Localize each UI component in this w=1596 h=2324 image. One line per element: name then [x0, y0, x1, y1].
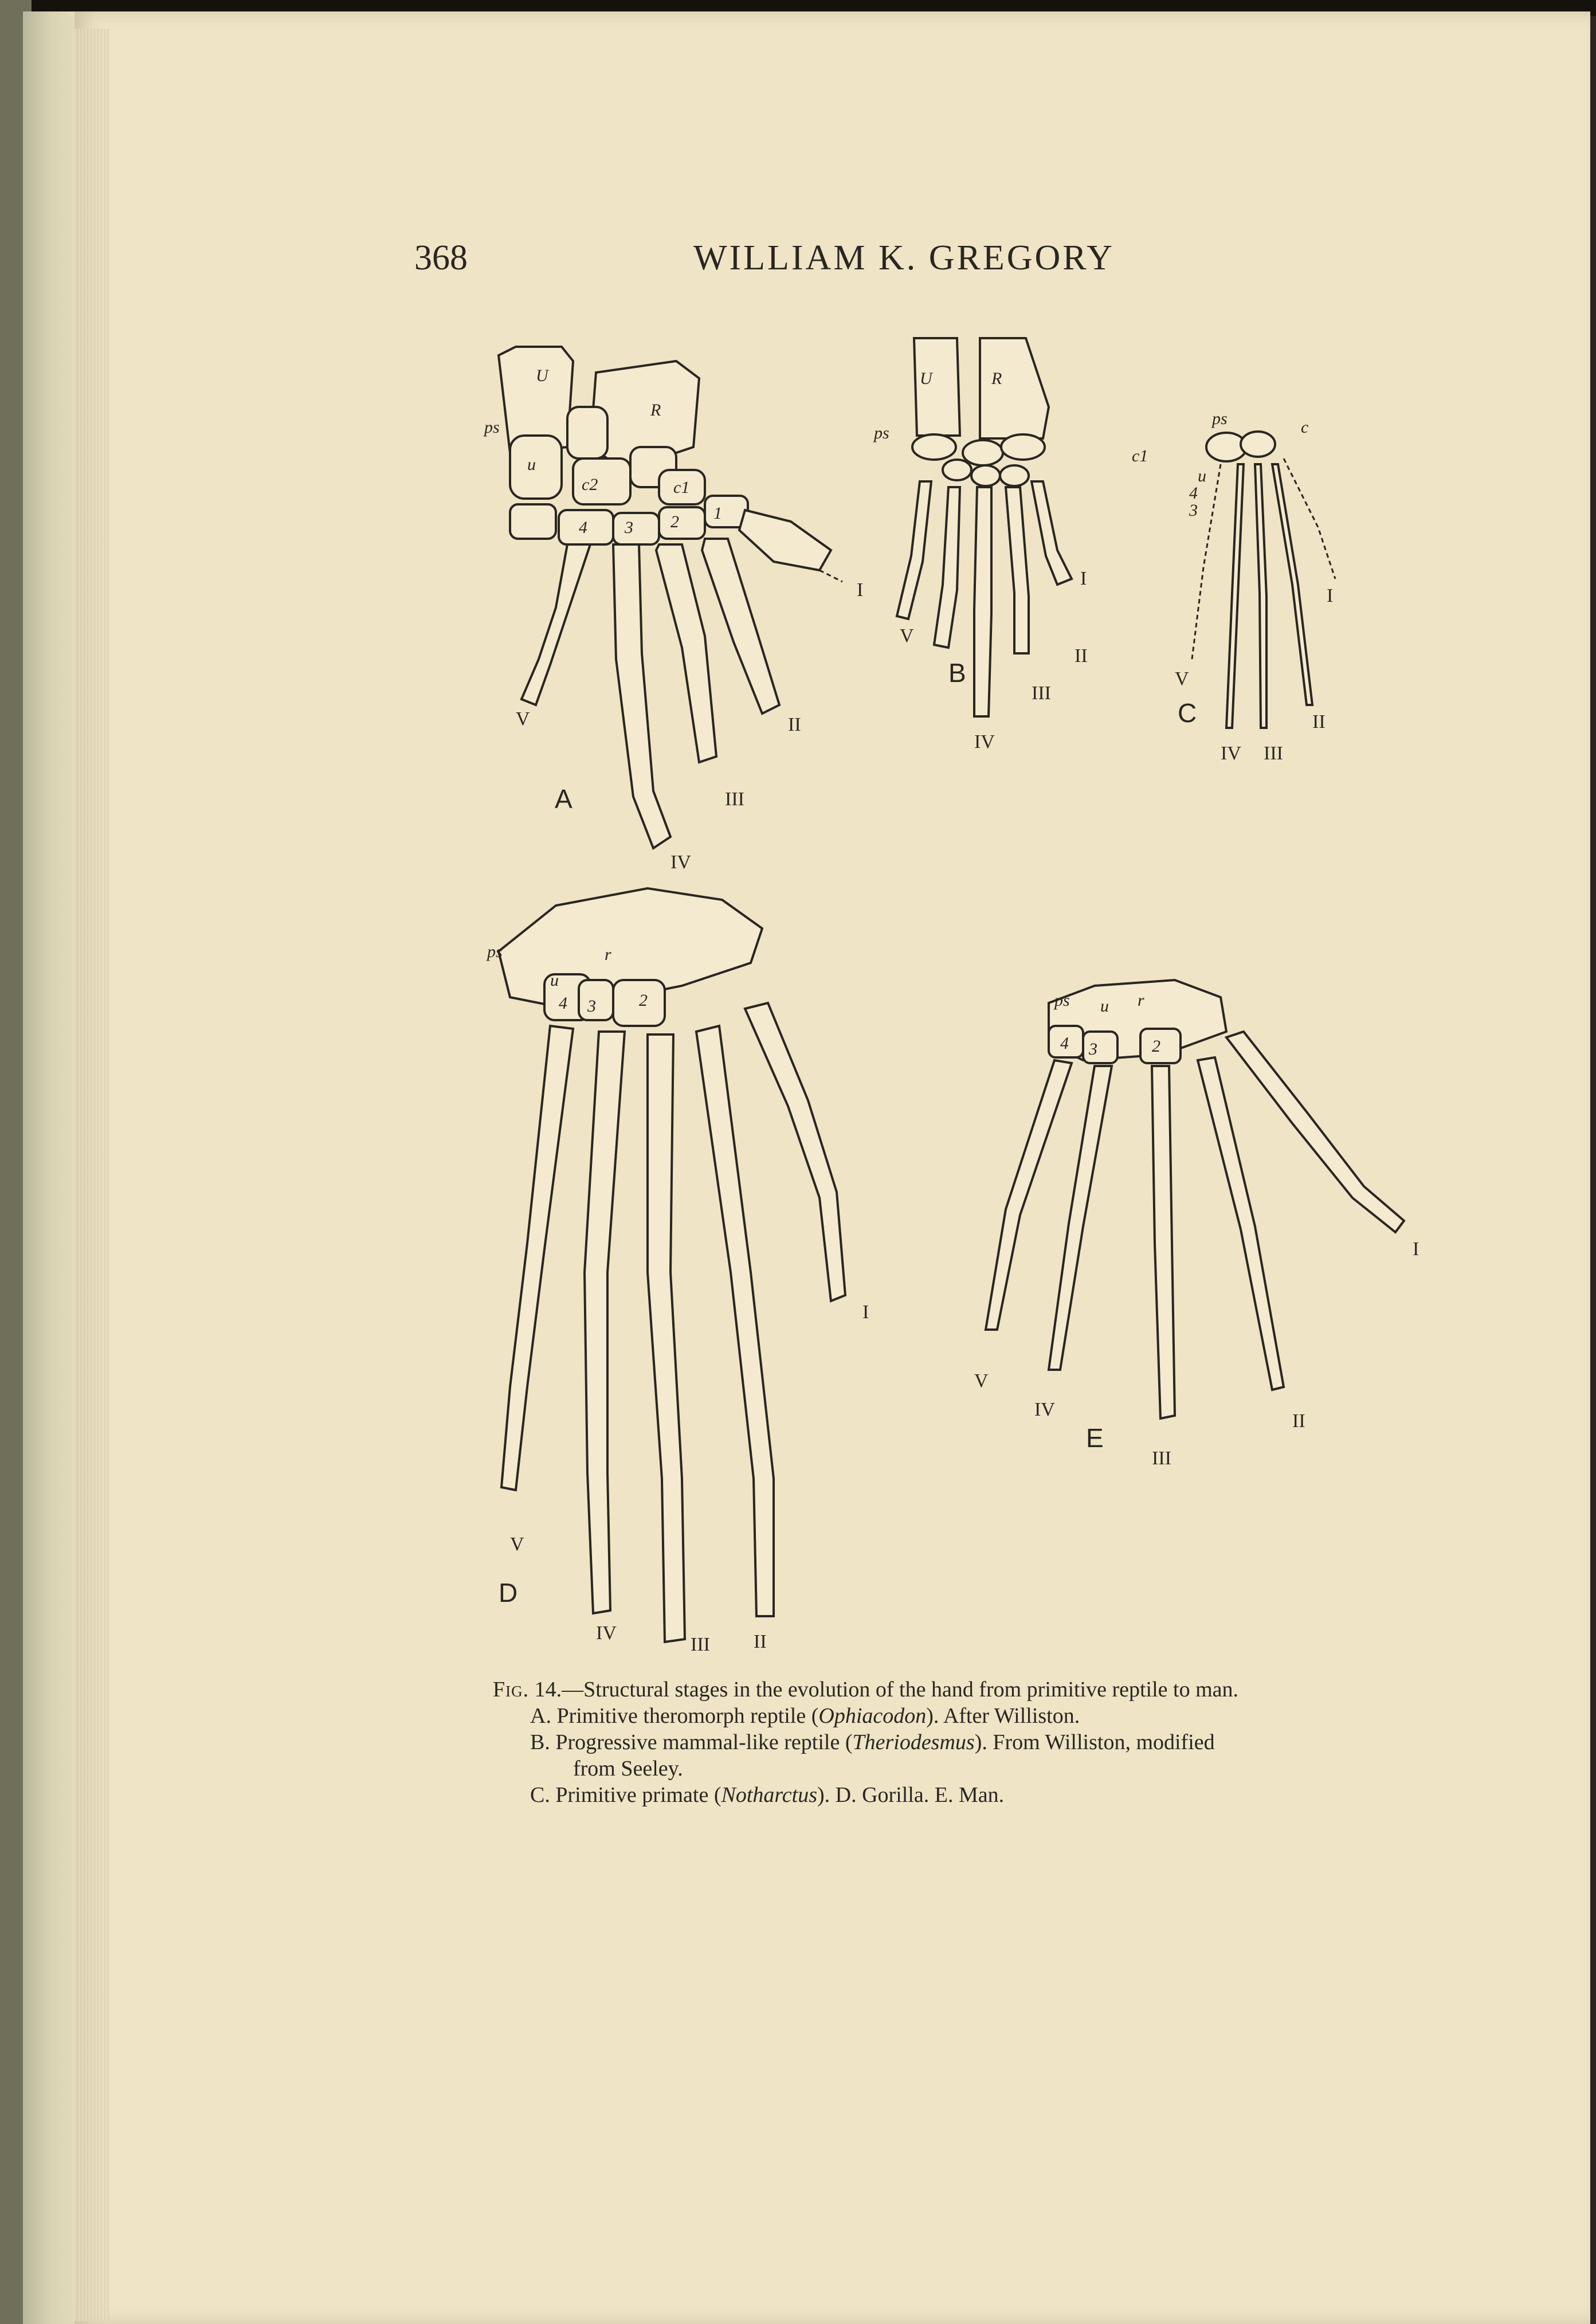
- hand-evolution-figure: [74, 11, 1590, 1674]
- caption-a-tail: ). After Williston.: [926, 1704, 1080, 1728]
- book-page: [74, 11, 1590, 2324]
- svg-text:IV: IV: [1221, 743, 1241, 764]
- svg-text:II: II: [1075, 645, 1088, 667]
- svg-text:IV: IV: [596, 1623, 617, 1644]
- svg-text:II: II: [1312, 711, 1326, 732]
- svg-text:3: 3: [1089, 1040, 1097, 1059]
- panel-d-gorilla-hand: [486, 888, 869, 1655]
- svg-text:ps: ps: [1054, 991, 1070, 1010]
- svg-text:III: III: [1032, 683, 1051, 704]
- panel-d-label: D: [499, 1578, 518, 1608]
- caption-line-c: [493, 1782, 1461, 1808]
- svg-text:4: 4: [1189, 484, 1198, 503]
- svg-text:U: U: [920, 369, 932, 388]
- caption-c-text: C. Primitive primate (: [530, 1783, 721, 1807]
- svg-text:IV: IV: [670, 852, 691, 873]
- svg-text:u: u: [1198, 467, 1206, 485]
- svg-text:u: u: [550, 971, 559, 990]
- caption-line-b: [493, 1729, 1461, 1755]
- panel-c-label: C: [1178, 698, 1197, 728]
- caption-a-text: A. Primitive theromorph reptile (: [530, 1704, 819, 1728]
- svg-text:3: 3: [625, 518, 633, 537]
- svg-text:2: 2: [639, 991, 648, 1010]
- svg-text:3: 3: [1189, 501, 1198, 520]
- caption-title: —Structural stages in the evolution of the hand from primitive reptile to man.: [562, 1678, 1239, 1702]
- panel-a-label: A: [555, 784, 572, 814]
- svg-text:4: 4: [579, 518, 587, 537]
- caption-b-genus: Theriodesmus: [852, 1730, 975, 1754]
- svg-text:c2: c2: [582, 475, 598, 494]
- svg-text:c1: c1: [673, 478, 690, 497]
- svg-text:r: r: [605, 945, 611, 964]
- svg-text:1: 1: [713, 504, 722, 523]
- page-number: 368: [414, 238, 468, 277]
- svg-text:II: II: [1292, 1410, 1305, 1432]
- svg-text:V: V: [516, 708, 530, 730]
- svg-text:I: I: [857, 579, 864, 601]
- caption-fig-number: 14.: [534, 1678, 562, 1702]
- svg-text:I: I: [862, 1302, 869, 1323]
- figure-caption: [493, 1676, 1461, 1808]
- caption-title-line: [493, 1676, 1461, 1703]
- svg-text:V: V: [900, 625, 914, 646]
- caption-line-b2: from Seeley.: [573, 1757, 683, 1781]
- svg-text:I: I: [1327, 585, 1334, 606]
- caption-a-genus: Ophiacodon: [818, 1704, 927, 1728]
- svg-text:I: I: [1413, 1239, 1419, 1260]
- svg-text:3: 3: [587, 997, 596, 1016]
- svg-text:c: c: [1301, 418, 1309, 437]
- svg-text:IV: IV: [1034, 1399, 1055, 1420]
- panel-b-label: B: [948, 658, 966, 688]
- svg-text:I: I: [1080, 568, 1087, 589]
- caption-fig-label: Fig.: [493, 1678, 530, 1702]
- svg-text:r: r: [1138, 991, 1144, 1010]
- svg-text:IV: IV: [974, 731, 995, 753]
- svg-text:ps: ps: [484, 418, 500, 437]
- svg-text:III: III: [1152, 1448, 1171, 1469]
- svg-text:u: u: [527, 455, 536, 474]
- caption-c-tail: ). D. Gorilla. E. Man.: [817, 1783, 1005, 1807]
- panel-e-human-hand: [974, 980, 1419, 1469]
- svg-text:4: 4: [559, 994, 567, 1013]
- panel-c-primitive-primate-hand: [1175, 409, 1335, 764]
- svg-text:ps: ps: [487, 942, 503, 961]
- svg-text:4: 4: [1060, 1034, 1069, 1053]
- caption-c-genus: Notharctus: [721, 1783, 818, 1807]
- svg-text:II: II: [754, 1631, 767, 1652]
- caption-b-text: B. Progressive mammal-like reptile (: [530, 1730, 853, 1754]
- svg-text:III: III: [725, 789, 744, 810]
- panel-e-label: E: [1086, 1423, 1104, 1453]
- svg-text:R: R: [991, 369, 1002, 388]
- svg-text:2: 2: [1152, 1037, 1160, 1056]
- svg-text:U: U: [536, 366, 548, 385]
- svg-text:III: III: [691, 1634, 710, 1655]
- svg-text:III: III: [1264, 743, 1283, 764]
- svg-text:ps: ps: [874, 424, 889, 442]
- panel-b-mammal-like-reptile-hand: [873, 338, 1148, 753]
- svg-text:V: V: [510, 1534, 524, 1555]
- svg-text:V: V: [974, 1370, 989, 1392]
- caption-b-tail: ). From Williston, modified: [974, 1730, 1215, 1754]
- svg-text:u: u: [1100, 997, 1109, 1016]
- svg-text:2: 2: [670, 512, 679, 531]
- svg-text:II: II: [788, 714, 801, 735]
- caption-line-a: [493, 1703, 1461, 1729]
- running-title: WILLIAM K. GREGORY: [693, 238, 1115, 277]
- panel-a-reptile-hand: [483, 347, 863, 873]
- svg-text:c1: c1: [1132, 446, 1148, 465]
- svg-text:V: V: [1175, 668, 1189, 689]
- svg-text:ps: ps: [1212, 409, 1228, 428]
- svg-text:R: R: [650, 401, 661, 420]
